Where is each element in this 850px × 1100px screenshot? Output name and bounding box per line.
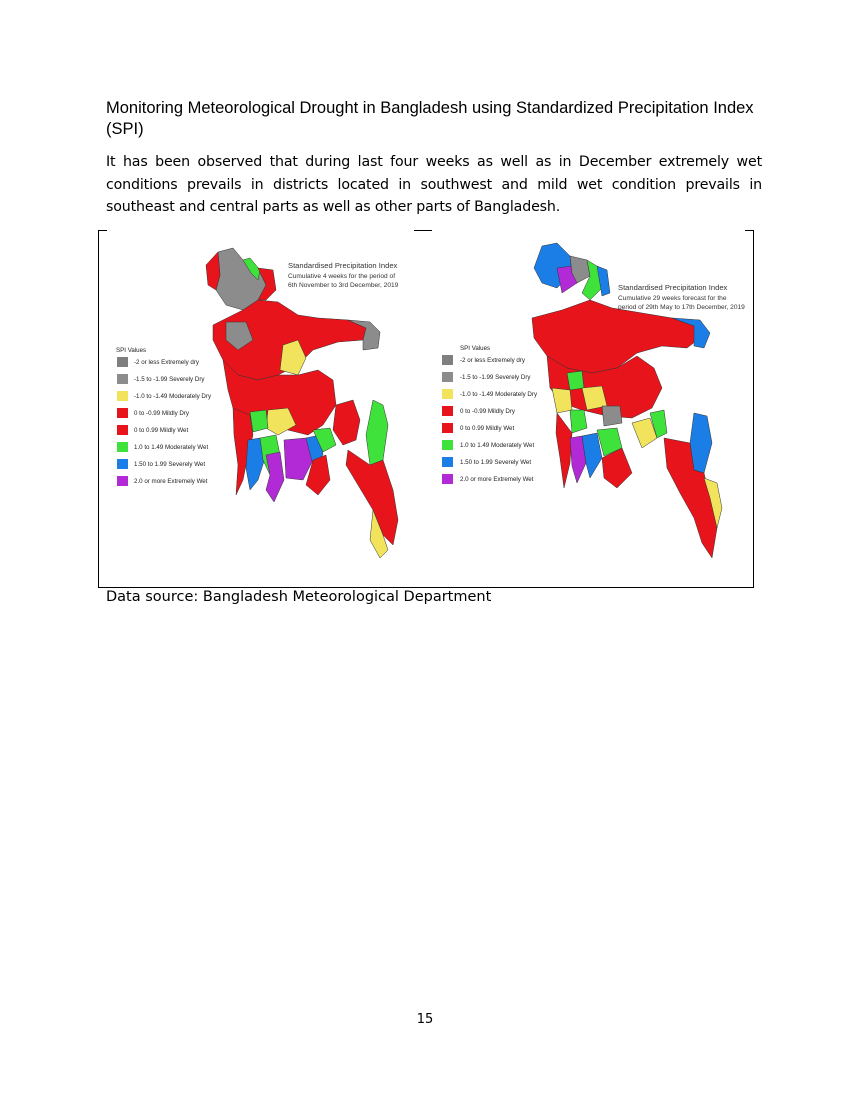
frame-corner-tick [745,230,754,231]
legend-label: 0 to -0.99 Mildly Dry [134,410,190,417]
left-map-title-3: 6th November to 3rd December, 2019 [288,282,399,289]
legend-swatch [442,389,453,399]
left-legend-title: SPI Values [116,347,147,354]
legend-swatch [442,457,453,467]
legend-label: 0 to -0.99 Mildly Dry [460,408,516,415]
right-map-title-3: period of 29th May to 17th December, 2019 [618,304,745,311]
right-map-title-2: Cumulative 29 weeks forecast for the [618,295,727,302]
legend-label: -1.0 to -1.49 Moderately Dry [460,391,538,398]
legend-label: 1.50 to 1.99 Severely Wet [460,459,532,466]
legend-label: -2 or less Extremely dry [460,357,525,364]
right-map-title-1: Standardised Precipitation Index [618,283,728,292]
legend-swatch [442,355,453,365]
legend-swatch [117,476,128,486]
legend-swatch [442,440,453,450]
page-number: 15 [416,1012,434,1027]
legend-swatch [117,374,128,384]
legend-label: 2.0 or more Extremely Wet [460,476,534,483]
legend-label: 1.0 to 1.49 Moderately Wet [134,444,209,451]
legend-swatch [117,442,128,452]
legend-label: -2 or less Extremely dry [134,359,199,366]
right-spi-map [432,238,747,578]
legend-label: -1.5 to -1.99 Severely Dry [134,376,205,383]
figure-caption: Data source: Bangladesh Meteorological Department [106,589,492,605]
right-legend-title: SPI Values [460,345,491,352]
left-spi-map [108,240,413,580]
legend-swatch [117,425,128,435]
legend-swatch [117,459,128,469]
legend-swatch [117,391,128,401]
legend-swatch [117,408,128,418]
body-paragraph: It has been observed that during last four weeks as well as in December extremely wet conditions prevails in districts located in southwest and mild wet condition prevails in southeast and central parts as well as other parts of Bangladesh. [106,154,762,215]
legend-label: 1.0 to 1.49 Moderately Wet [460,442,535,449]
legend-swatch [117,357,128,367]
legend-swatch [442,423,453,433]
legend-swatch [442,474,453,484]
left-map-title-1: Standardised Precipitation Index [288,261,398,270]
frame-corner-tick [414,230,432,231]
right-legend [442,355,538,484]
left-map-title-2: Cumulative 4 weeks for the period of [288,273,396,280]
legend-label: 0 to 0.99 Mildly Wet [460,425,515,432]
legend-label: 2.0 or more Extremely Wet [134,478,208,485]
left-legend [117,357,212,486]
frame-corner-tick [98,230,107,231]
legend-swatch [442,406,453,416]
bangladesh-map-shape [206,248,398,558]
legend-label: -1.5 to -1.99 Severely Dry [460,374,531,381]
page-heading: Monitoring Meteorological Drought in Bangladesh using Standardized Precipitation Index (SPI) [106,99,754,138]
legend-label: -1.0 to -1.49 Moderately Dry [134,393,212,400]
legend-swatch [442,372,453,382]
legend-label: 1.50 to 1.99 Severely Wet [134,461,206,468]
legend-label: 0 to 0.99 Mildly Wet [134,427,189,434]
